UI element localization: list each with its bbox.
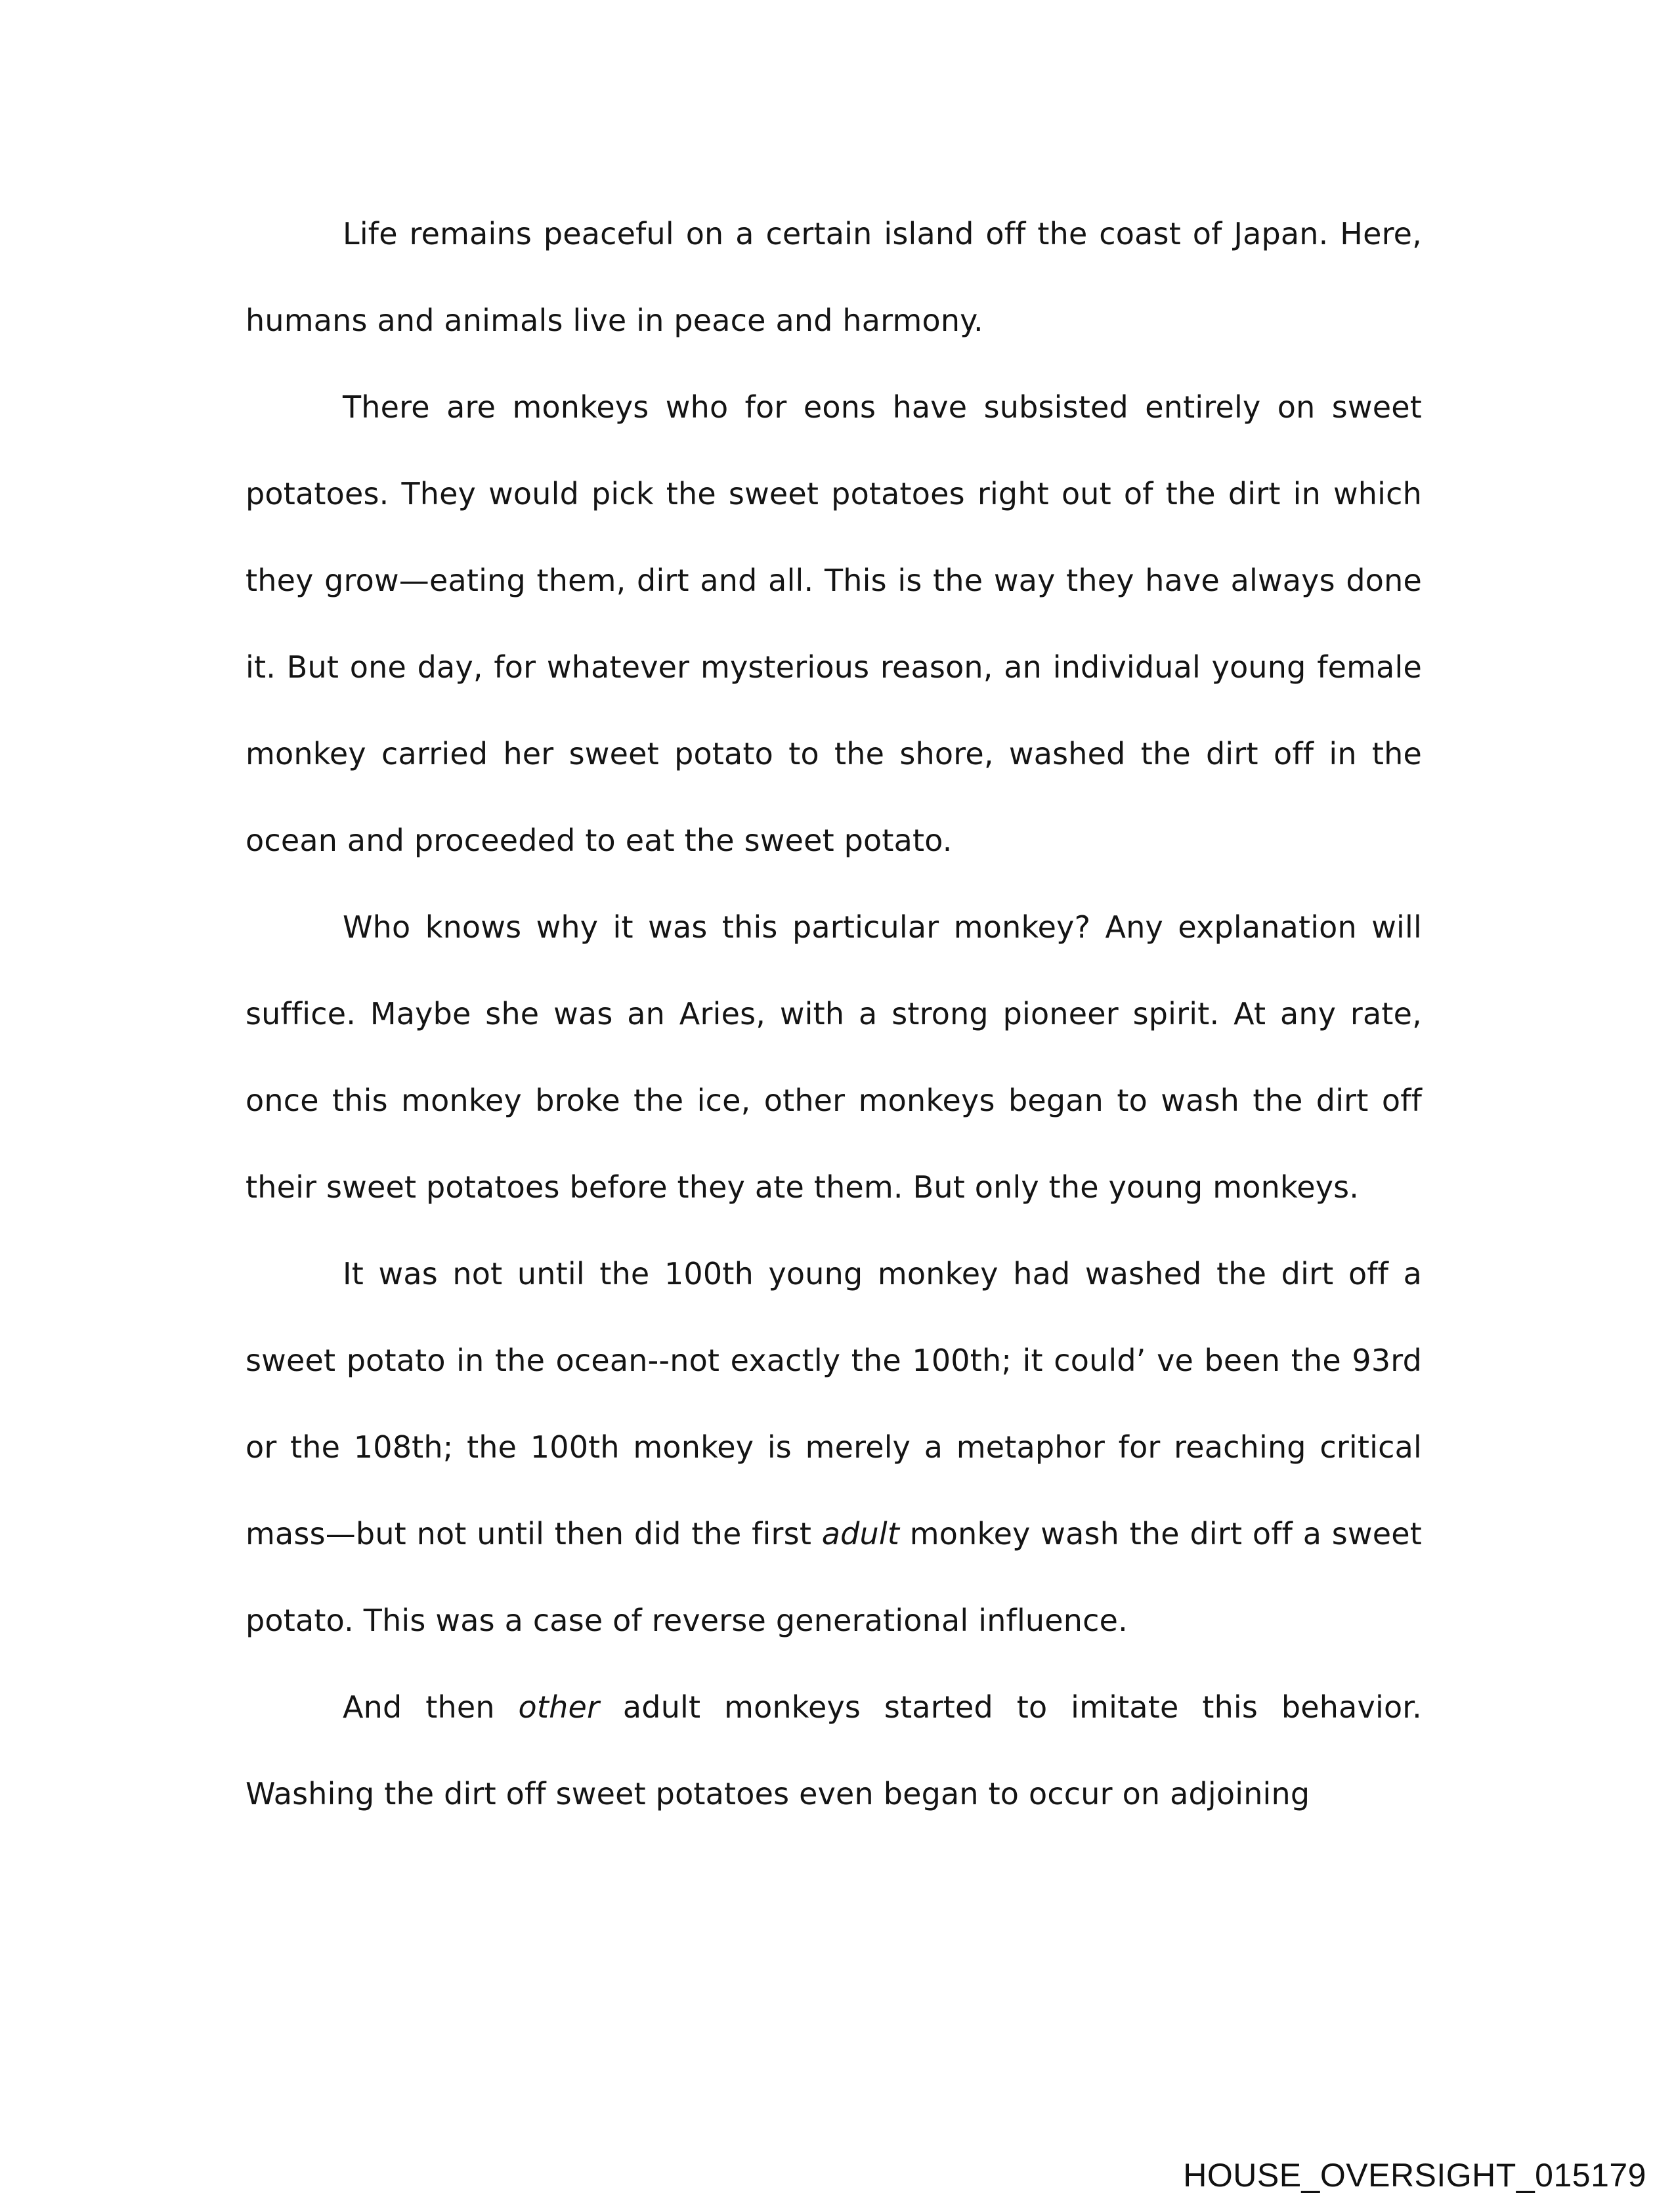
paragraph-2-text: There are monkeys who for eons have subsisted entirely on sweet potatoes. They would pick the sweet potatoes right out of the dirt in which they grow—eating them, dirt and all. This is the way they have always done it. But one day, for whatever mysterious reason, an individual young female monkey carried her sweet potato to the shore, washed the dirt off in the ocean and proceeded to eat the sweet potato.	[246, 389, 1422, 858]
paragraph-1	[246, 190, 1422, 364]
paragraph-4-text-end: monkey wash the dirt off a sweet potato. This was a case of reverse generational influence.	[246, 1516, 1422, 1638]
bates-number: HOUSE_OVERSIGHT_015179	[1183, 2157, 1646, 2194]
paragraph-5-text-start: And then	[343, 1689, 519, 1725]
paragraph-5-text-end: adult monkeys started to imitate this behavior. Washing the dirt off sweet potatoes even began to occur on adjoining	[246, 1689, 1422, 1811]
paragraph-4	[246, 1230, 1422, 1664]
paragraph-5-italic-word: other	[518, 1689, 600, 1725]
paragraph-5	[246, 1664, 1422, 1837]
document-body	[246, 190, 1422, 1837]
paragraph-2	[246, 364, 1422, 884]
paragraph-4-italic-word: adult	[821, 1516, 900, 1551]
paragraph-4-text-start: It was not until the 100th young monkey had washed the dirt off a sweet potato in the ocean--not exactly the 100th; it could’ ve been the 93rd or the 108th; the 100th monkey is merely a metaphor for reaching critical mass—but not until then did the first	[246, 1256, 1422, 1551]
paragraph-3	[246, 884, 1422, 1230]
paragraph-3-text: Who knows why it was this particular monkey? Any explanation will suffice. Maybe she was an Aries, with a strong pioneer spirit. At any rate, once this monkey broke the ice, other monkeys began to wash the dirt off their sweet potatoes before they ate them. But only the young monkeys.	[246, 909, 1422, 1205]
paragraph-1-text: Life remains peaceful on a certain island off the coast of Japan. Here, humans and animals live in peace and harmony.	[246, 216, 1422, 338]
